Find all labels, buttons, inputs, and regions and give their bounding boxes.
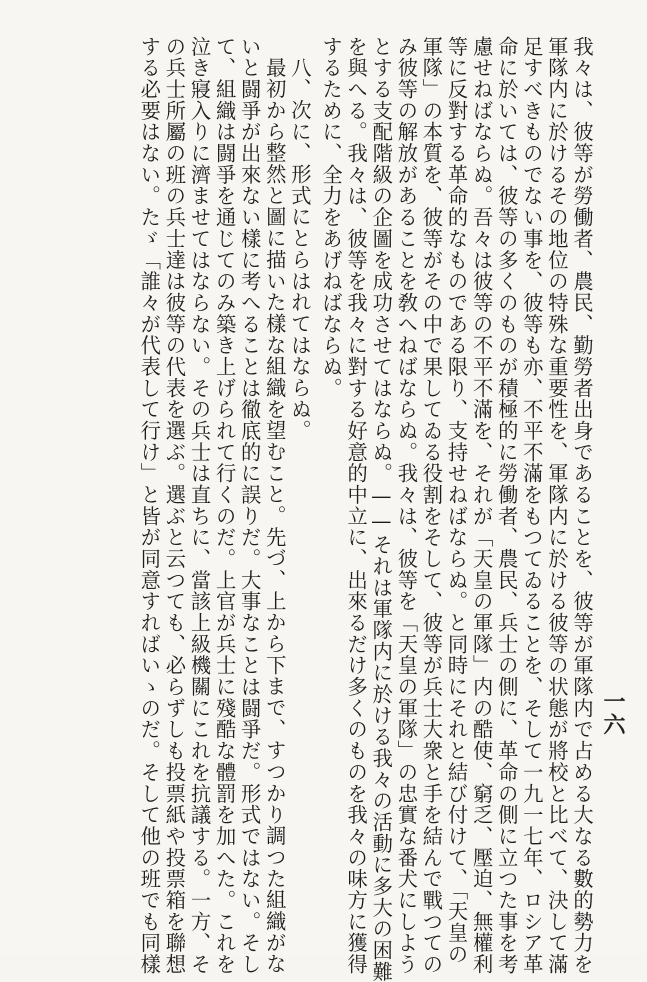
text-column: 足すべきものでない事を、彼等も亦、不平不滿をもつてゐることを、そして一九一七年、ロシア革 xyxy=(519,36,544,975)
text-column: 軍隊内に於けるその地位の特殊な重要性を、軍隊内に於ける彼等の状態が將校と比べて、決して滿 xyxy=(544,36,569,975)
text-column: とする支配階級の企圖を成功させてはならぬ。——それは軍隊内に於ける我々の活動に多大の困難 xyxy=(369,36,394,982)
page-number: 一六 xyxy=(600,690,626,736)
text-column: み彼等の解放があることを敎へねばならぬ。我々は、彼等を「天皇の軍隊」の忠實な番犬にしよう xyxy=(394,36,419,975)
text-column: て、組織は闘爭を通じてのみ築き上げられて行くのだ。上官が兵士に殘酷な體罰を加へた。これを xyxy=(212,36,237,975)
text-column: 等に反對する革命的なものである限り、支持せねばならぬ。と同時にそれと結び付けて、「天皇の xyxy=(444,36,469,965)
text-column: 最初から整然と圖に描いた樣な組織を望むこと。先づ、上から下まで、すつかり調つた組織がな xyxy=(262,57,287,975)
text-column: を與へる。我々は、彼等を我々に對する好意的中立に、出來るだけ多くのものを我々の味方に獲得 xyxy=(344,36,369,975)
text-column: するために、全力をあげねばならぬ。 xyxy=(319,36,344,399)
text-column: 慮せねばならぬ。吾々は彼等の不平不滿を、それが「天皇の軍隊」内の酷使、窮乏、壓迫、無權利 xyxy=(469,36,494,975)
section-heading: 八、次に、形式にとらはれてはならぬ。 xyxy=(287,57,312,442)
column-spacer xyxy=(315,36,317,936)
vertical-text-body xyxy=(18,36,594,982)
text-column: する必要はない。たゞ「誰々が代表して行け」と皆が同意すればいゝのだ。そして他の班でも同樣 xyxy=(137,36,162,975)
text-column: 我々は、彼等が勞働者、農民、勤勞者出身であることを、彼等が軍隊内で占める大なる數的勢力を xyxy=(570,36,594,975)
text-column: 命に於いては、彼等の多くのものが積極的に勞働者、農民、兵士の側に、革命の側に立つた事を考 xyxy=(494,36,519,975)
text-column: いと闘爭が出來ない樣に考へることは徹底的に誤りだ。大事なことは闘爭だ。形式ではない。そし xyxy=(237,36,262,975)
text-column: 泣き寢入りに濟ませてはならない。その兵士は直ちに、當該上級機關にこれを抗議する。一方、そ xyxy=(187,36,212,975)
text-column: 軍隊」の本質を、彼等がその中で果してゐる役割をそして、彼等が兵士大衆と手を結んで戰つての xyxy=(419,36,444,975)
text-column: の兵士所屬の班の兵士達は彼等の代表を選ぶ。選ぶと云つても、必らずしも投票紙や投票箱を聯想 xyxy=(162,36,187,975)
